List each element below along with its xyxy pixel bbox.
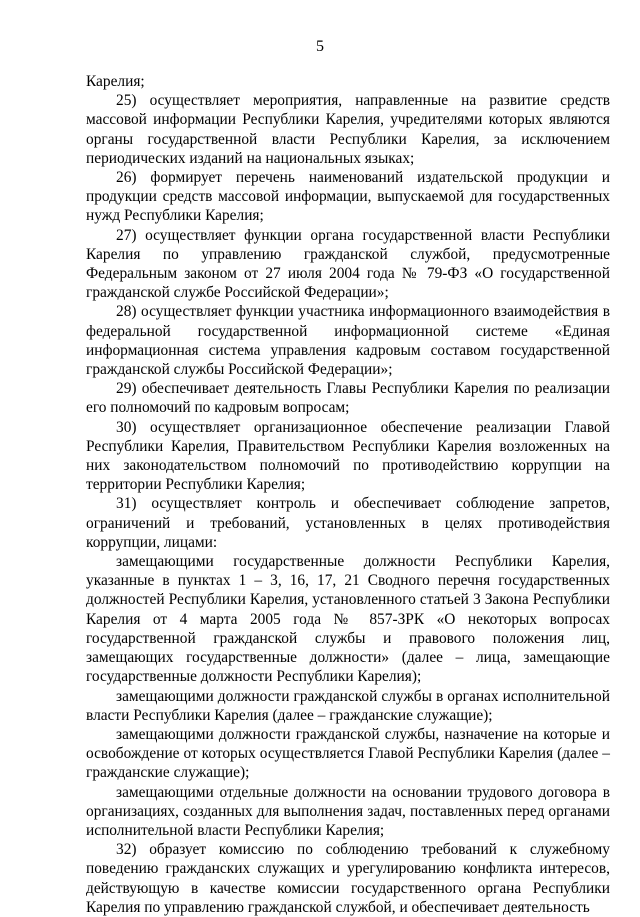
paragraph: 32) образует комиссию по соблюдению требований к служебному поведению гражданских служащих и урегулированию конфликта интересов, действующую в качестве комиссии государственного органа Республики Карелия по управлению гражданской службой, и обеспечивает деятельность [86, 841, 610, 916]
paragraph: 31) осуществляет контроль и обеспечивает соблюдение запретов, ограничений и требований, установленных в целях противодействия коррупции, лицами: [86, 495, 610, 551]
paragraph: замещающими должности гражданской службы, назначение на которые и освобождение от которых осуществляется Главой Республики Карелия (далее – гражданские служащие); [86, 725, 610, 782]
page-number: 5 [316, 38, 324, 55]
paragraph: 29) обеспечивает деятельность Главы Республики Карелия по реализации его полномочий по кадровым вопросам; [86, 380, 610, 417]
paragraph: замещающими должности гражданской службы в органах исполнительной власти Республики Карелия (далее – гражданские служащие); [86, 687, 610, 724]
paragraph: 28) осуществляет функции участника информационного взаимодействия в федеральной государственной информационной системе «Единая информационная система управления кадровым составом государственной гражданской службы Российской Федерации»; [86, 303, 610, 379]
paragraph: замещающими государственные должности Республики Карелия, указанные в пунктах 1 – 3, 16, 17, 21 Сводного перечня государственных должностей Республики Карелия, установленного статьей 3 Закона Республики Карелия от 4 марта 2005 года № 857-ЗРК «О некоторых вопросах государственной гражданской службы и правового положения лиц, замещающих государственные должности» (далее – лица, замещающие государственные должности Республики Карелия); [86, 553, 610, 686]
paragraph: замещающими отдельные должности на основании трудового договора в организациях, созданных для выполнения задач, поставленных перед органами исполнительной власти Республики Карелия; [86, 783, 610, 839]
paragraph: 25) осуществляет мероприятия, направленные на развитие средств массовой информации Республики Карелия, учредителями которых являются органы государственной власти Республики Карелия, за исключением периодических изданий на национальных языках; [86, 92, 610, 167]
paragraph: 27) осуществляет функции органа государственной власти Республики Карелия по управлению гражданской службой, предусмотренные Федеральным законом от 27 июля 2004 года № 79-ФЗ «О государственной гражданской службе Российской Федерации»; [86, 226, 610, 302]
paragraph: 30) осуществляет организационное обеспечение реализации Главой Республики Карелия, Правительством Республики Карелия возложенных на них законодательством полномочий по противодействию коррупции на территории Республики Карелия; [86, 418, 610, 494]
document-body [86, 72, 610, 917]
paragraph: Карелия; [86, 73, 145, 90]
paragraph: 26) формирует перечень наименований издательской продукции и продукции средств массовой информации, выпускаемой для государственных нужд Республики Карелия; [86, 169, 610, 225]
